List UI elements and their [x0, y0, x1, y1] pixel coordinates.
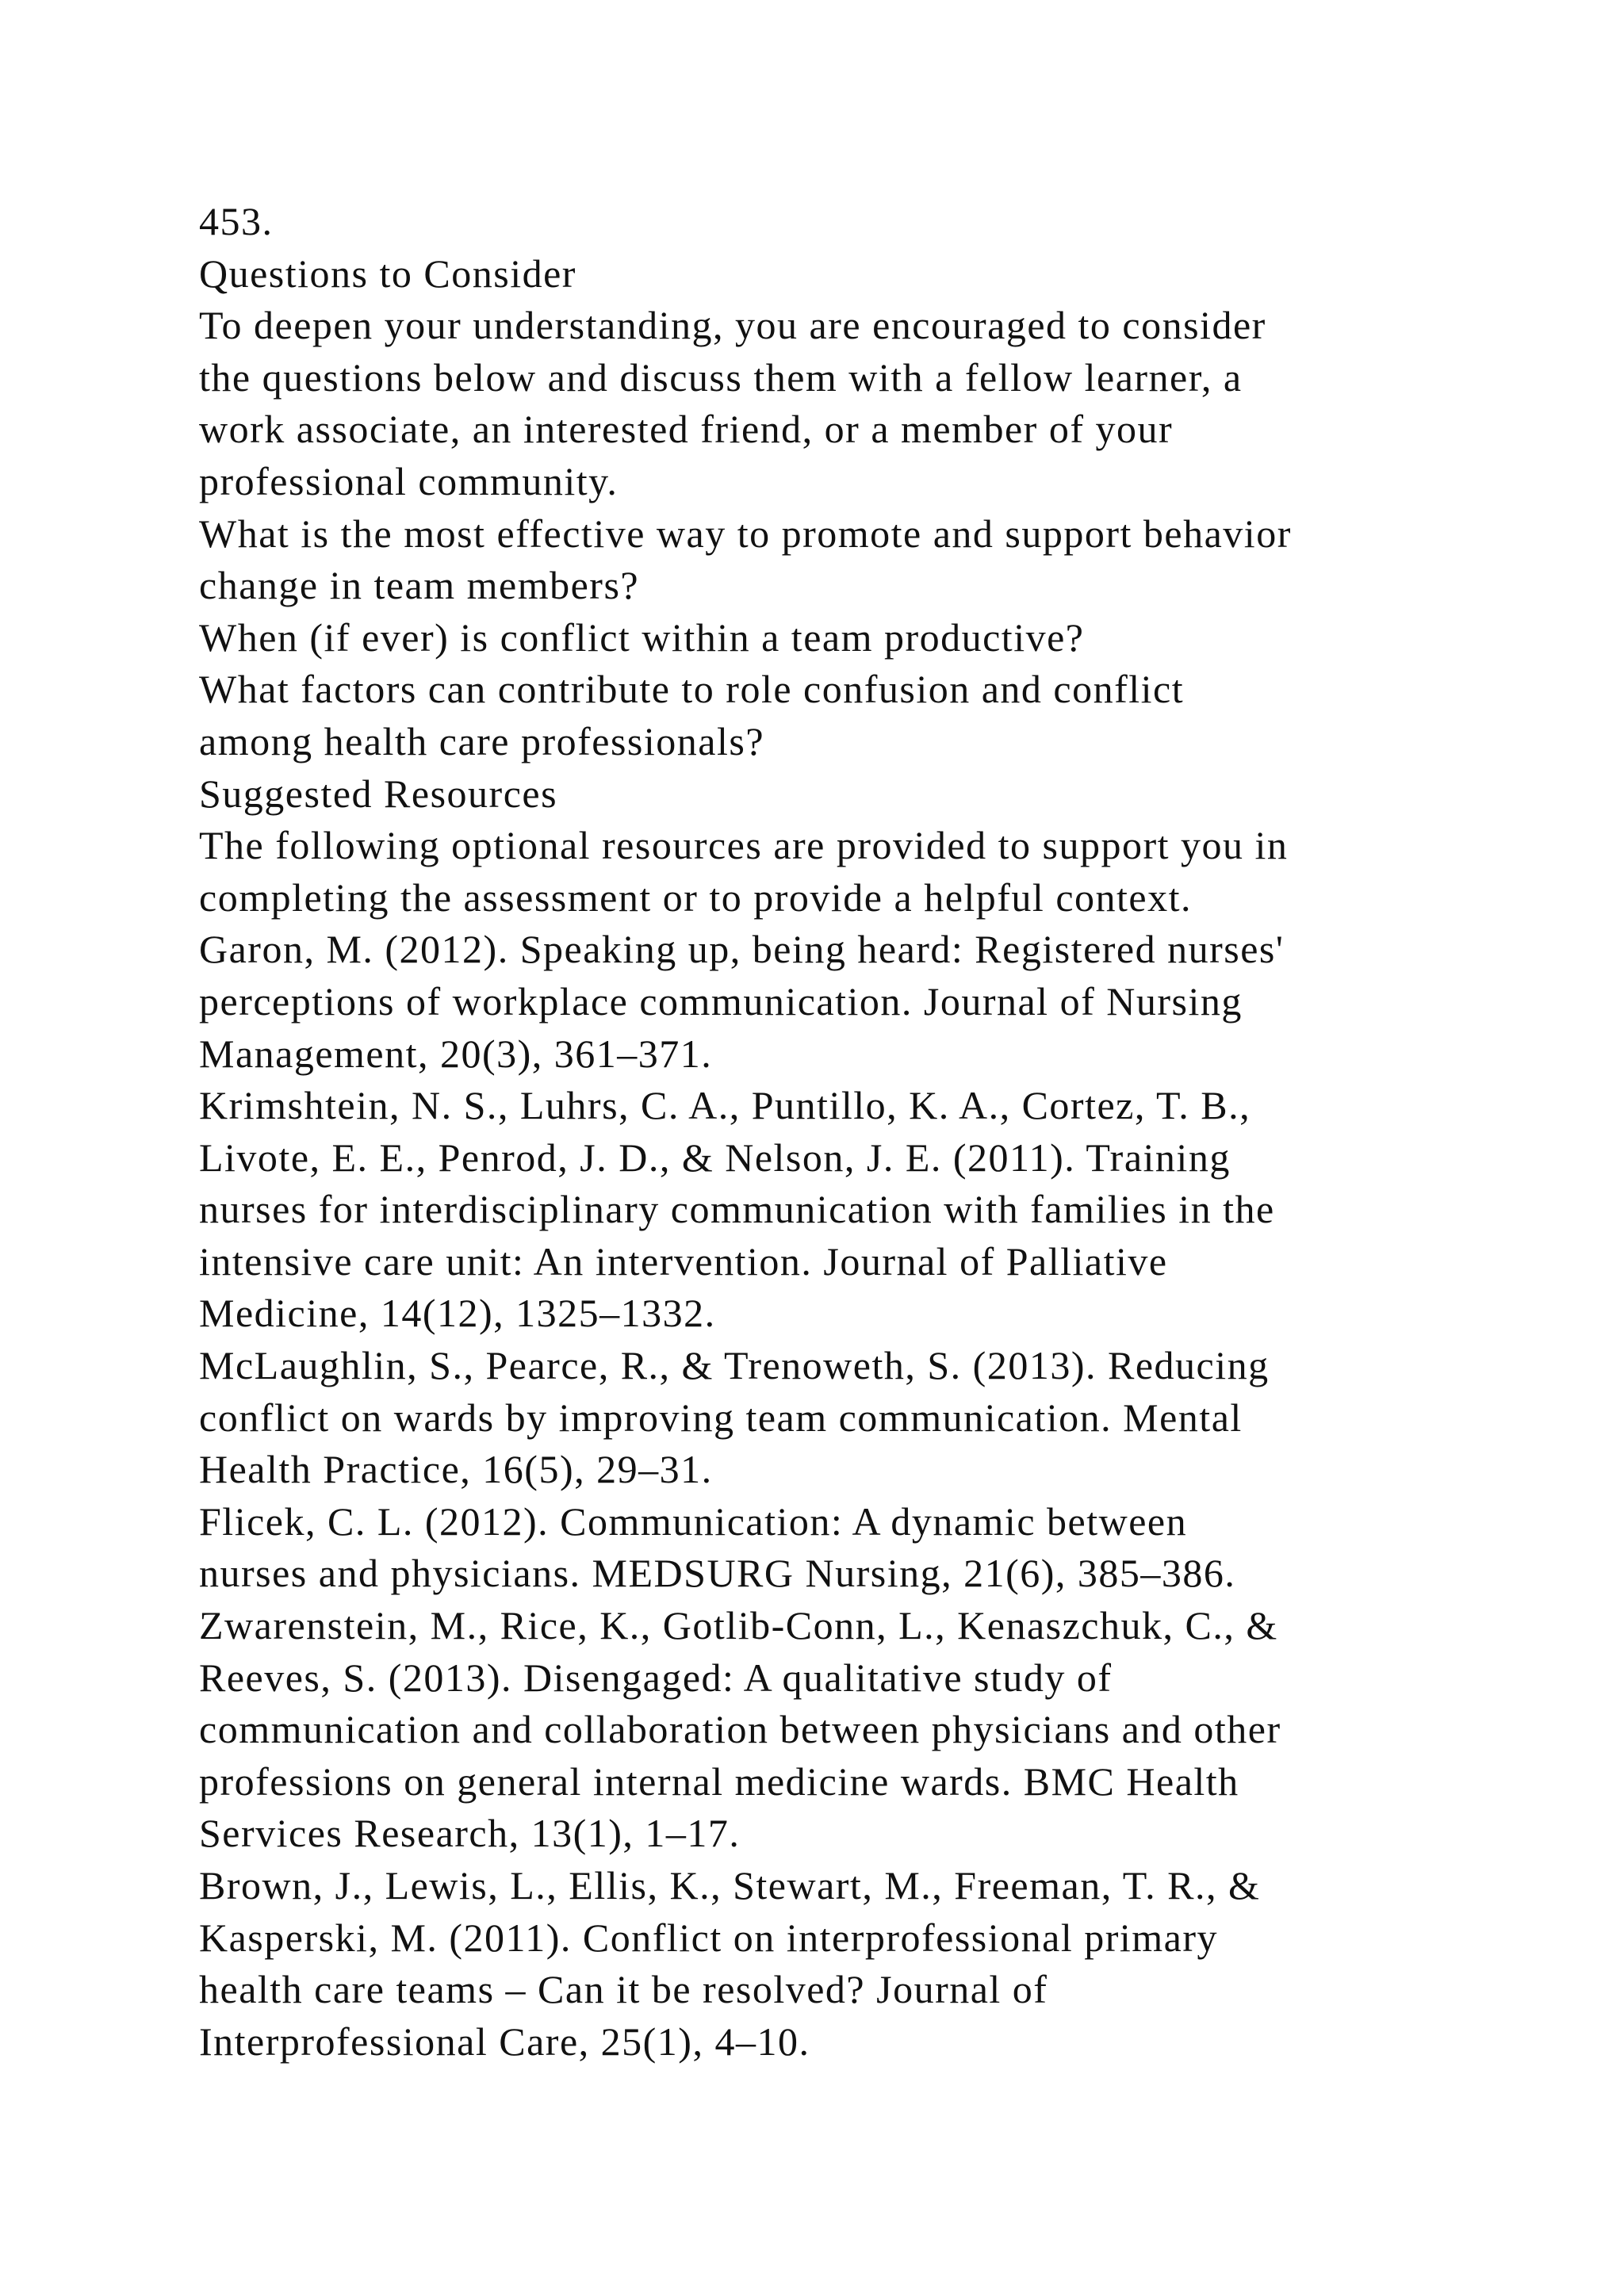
reference-line: perceptions of workplace communication. Journal of Nursing [199, 978, 1243, 1024]
reference-line: nurses and physicians. MEDSURG Nursing, 21(6), 385–386. [199, 1551, 1236, 1596]
section-heading-resources: Suggested Resources [199, 771, 558, 816]
reference-line: Medicine, 14(12), 1325–1332. [199, 1291, 716, 1336]
reference-line: Brown, J., Lewis, L., Ellis, K., Stewart, M., Freeman, T. R., & [199, 1863, 1261, 1908]
question-line: What factors can contribute to role confusion and conflict [199, 667, 1185, 712]
reference-line: Garon, M. (2012). Speaking up, being heard: Registered nurses' [199, 927, 1285, 972]
intro-paragraph-line: the questions below and discuss them with a fellow learner, a [199, 354, 1243, 400]
resources-intro-line: completing the assessment or to provide a helpful context. [199, 874, 1192, 920]
reference-line: Zwarenstein, M., Rice, K., Gotlib-Conn, L., Kenaszchuk, C., & [199, 1603, 1278, 1648]
reference-line: Services Research, 13(1), 1–17. [199, 1811, 741, 1856]
reference-line: Livote, E. E., Penrod, J. D., & Nelson, J. E. (2011). Training [199, 1135, 1231, 1180]
reference-line: intensive care unit: An intervention. Journal of Palliative [199, 1238, 1168, 1284]
reference-line: Krimshtein, N. S., Luhrs, C. A., Puntillo, K. A., Cortez, T. B., [199, 1083, 1251, 1128]
section-heading-questions: Questions to Consider [199, 251, 576, 296]
page-number: 453. [199, 199, 274, 243]
resources-intro-line: The following optional resources are provided to support you in [199, 823, 1289, 868]
reference-line: communication and collaboration between physicians and other [199, 1707, 1281, 1752]
reference-line: Flicek, C. L. (2012). Communication: A dynamic between [199, 1498, 1188, 1544]
reference-line: McLaughlin, S., Pearce, R., & Trenoweth, S. (2013). Reducing [199, 1343, 1270, 1388]
intro-paragraph-line: professional community. [199, 458, 619, 503]
document-body [199, 196, 1500, 2068]
reference-line: Interprofessional Care, 25(1), 4–10. [199, 2019, 810, 2064]
question-line: What is the most effective way to promote and support behavior [199, 511, 1292, 556]
reference-line: Kasperski, M. (2011). Conflict on interprofessional primary [199, 1915, 1219, 1960]
intro-paragraph-line: work associate, an interested friend, or a member of your [199, 407, 1174, 452]
reference-line: professions on general internal medicine wards. BMC Health [199, 1758, 1239, 1804]
reference-line: Reeves, S. (2013). Disengaged: A qualitative study of [199, 1655, 1113, 1700]
reference-line: health care teams – Can it be resolved? Journal of [199, 1967, 1048, 2012]
reference-line: Management, 20(3), 361–371. [199, 1031, 713, 1076]
intro-paragraph-line: To deepen your understanding, you are encouraged to consider [199, 303, 1266, 348]
question-line: among health care professionals? [199, 718, 765, 763]
reference-line: Health Practice, 16(5), 29–31. [199, 1447, 713, 1492]
reference-line: nurses for interdisciplinary communication with families in the [199, 1187, 1275, 1232]
question-line: When (if ever) is conflict within a team productive? [199, 614, 1085, 660]
reference-line: conflict on wards by improving team communication. Mental [199, 1395, 1243, 1440]
question-line: change in team members? [199, 563, 640, 608]
